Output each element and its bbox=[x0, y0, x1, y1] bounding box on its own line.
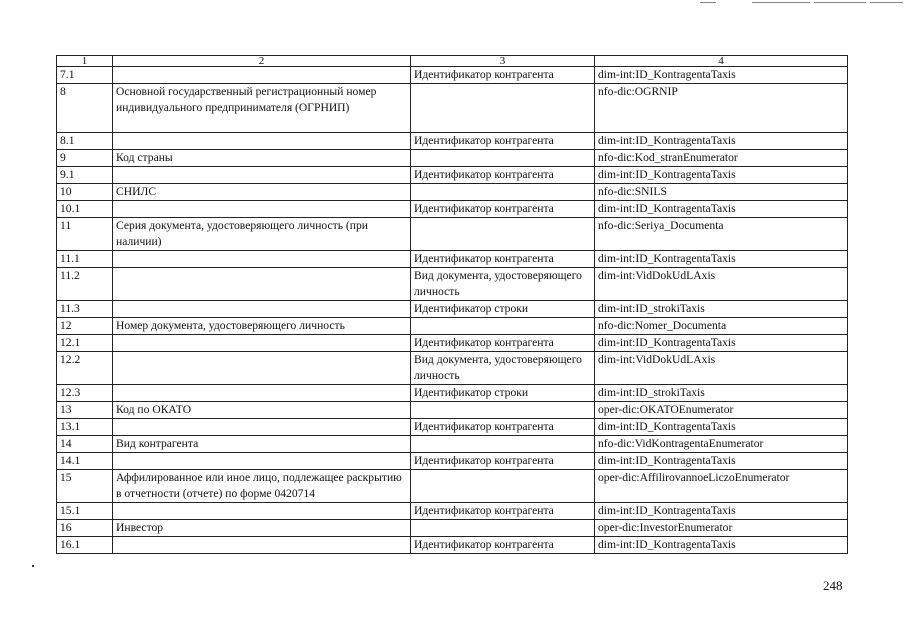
row-number: 15 bbox=[57, 470, 113, 503]
table-row bbox=[57, 167, 848, 184]
row-description: Идентификатор контрагента bbox=[411, 453, 595, 470]
table-row bbox=[57, 318, 848, 335]
row-number: 12.3 bbox=[57, 385, 113, 402]
row-code: nfo-dic:Nomer_Documenta bbox=[595, 318, 848, 335]
row-name bbox=[113, 503, 411, 520]
row-number: 15.1 bbox=[57, 503, 113, 520]
row-name bbox=[113, 201, 411, 218]
row-name bbox=[113, 251, 411, 268]
row-description: Идентификатор контрагента bbox=[411, 167, 595, 184]
row-code: dim-int:ID_KontragentaTaxis bbox=[595, 67, 848, 84]
row-code: dim-int:ID_KontragentaTaxis bbox=[595, 335, 848, 352]
row-name bbox=[113, 352, 411, 385]
header-col-1: 1 bbox=[57, 56, 113, 67]
row-name: Инвестор bbox=[113, 520, 411, 537]
row-number: 11.2 bbox=[57, 268, 113, 301]
row-code: oper-dic:AffilirovannoeLiczoEnumerator bbox=[595, 470, 848, 503]
scan-speck bbox=[32, 565, 34, 567]
row-name bbox=[113, 133, 411, 150]
table-row bbox=[57, 218, 848, 251]
row-code: dim-int:ID_KontragentaTaxis bbox=[595, 201, 848, 218]
table-row bbox=[57, 453, 848, 470]
row-number: 14 bbox=[57, 436, 113, 453]
row-description: Вид документа, удостоверяющего личность bbox=[411, 352, 595, 385]
row-description: Идентификатор строки bbox=[411, 385, 595, 402]
row-code: dim-int:ID_KontragentaTaxis bbox=[595, 251, 848, 268]
row-name bbox=[113, 67, 411, 84]
row-name: Вид контрагента bbox=[113, 436, 411, 453]
table-row bbox=[57, 251, 848, 268]
row-number: 7.1 bbox=[57, 67, 113, 84]
row-number: 10 bbox=[57, 184, 113, 201]
row-description bbox=[411, 436, 595, 453]
table-row bbox=[57, 84, 848, 133]
row-code: dim-int:VidDokUdLAxis bbox=[595, 268, 848, 301]
row-number: 8.1 bbox=[57, 133, 113, 150]
row-number: 13 bbox=[57, 402, 113, 419]
row-name bbox=[113, 167, 411, 184]
row-code: nfo-dic:Seriya_Documenta bbox=[595, 218, 848, 251]
row-number: 12.2 bbox=[57, 352, 113, 385]
row-name bbox=[113, 385, 411, 402]
row-code: dim-int:ID_KontragentaTaxis bbox=[595, 537, 848, 554]
table-row bbox=[57, 436, 848, 453]
row-description: Идентификатор контрагента bbox=[411, 537, 595, 554]
table-row bbox=[57, 201, 848, 218]
row-code: dim-int:ID_strokiTaxis bbox=[595, 385, 848, 402]
scan-artifact-line bbox=[752, 2, 810, 3]
row-description: Идентификатор контрагента bbox=[411, 335, 595, 352]
row-description: Идентификатор контрагента bbox=[411, 201, 595, 218]
row-number: 11.3 bbox=[57, 301, 113, 318]
table-row bbox=[57, 470, 848, 503]
row-description bbox=[411, 318, 595, 335]
table-row bbox=[57, 150, 848, 167]
scan-artifact-line bbox=[814, 2, 866, 3]
row-name bbox=[113, 268, 411, 301]
row-name: Код по ОКАТО bbox=[113, 402, 411, 419]
row-name: СНИЛС bbox=[113, 184, 411, 201]
row-description: Идентификатор контрагента bbox=[411, 419, 595, 436]
row-number: 16 bbox=[57, 520, 113, 537]
row-code: nfo-dic:Kod_stranEnumerator bbox=[595, 150, 848, 167]
row-description: Идентификатор контрагента bbox=[411, 133, 595, 150]
row-code: dim-int:ID_KontragentaTaxis bbox=[595, 167, 848, 184]
table-row bbox=[57, 385, 848, 402]
row-number: 11.1 bbox=[57, 251, 113, 268]
row-number: 12.1 bbox=[57, 335, 113, 352]
row-code: nfo-dic:VidKontragentaEnumerator bbox=[595, 436, 848, 453]
table-row bbox=[57, 301, 848, 318]
row-description bbox=[411, 402, 595, 419]
table-row bbox=[57, 335, 848, 352]
header-row bbox=[57, 56, 848, 67]
row-number: 8 bbox=[57, 84, 113, 133]
scan-artifact-line bbox=[870, 2, 903, 3]
row-number: 14.1 bbox=[57, 453, 113, 470]
row-description: Вид документа, удостоверяющего личность bbox=[411, 268, 595, 301]
table-row bbox=[57, 520, 848, 537]
row-description: Идентификатор контрагента bbox=[411, 503, 595, 520]
header-col-3: 3 bbox=[411, 56, 595, 67]
page-number: 248 bbox=[823, 578, 843, 593]
row-code: dim-int:ID_KontragentaTaxis bbox=[595, 503, 848, 520]
table-row bbox=[57, 352, 848, 385]
row-name bbox=[113, 419, 411, 436]
header-col-2: 2 bbox=[113, 56, 411, 67]
row-description bbox=[411, 84, 595, 133]
table-row bbox=[57, 184, 848, 201]
row-code: dim-int:ID_KontragentaTaxis bbox=[595, 453, 848, 470]
row-name: Основной государственный регистрационный номер индивидуального предпринимателя (ОГРНИП) bbox=[113, 84, 411, 133]
row-name: Серия документа, удостоверяющего личность (при наличии) bbox=[113, 218, 411, 251]
row-number: 9 bbox=[57, 150, 113, 167]
row-code: oper-dic:InvestorEnumerator bbox=[595, 520, 848, 537]
row-number: 10.1 bbox=[57, 201, 113, 218]
row-description: Идентификатор контрагента bbox=[411, 67, 595, 84]
row-number: 12 bbox=[57, 318, 113, 335]
row-name: Код страны bbox=[113, 150, 411, 167]
row-description bbox=[411, 520, 595, 537]
row-name: Аффилированное или иное лицо, подлежащее раскрытию в отчетности (отчете) по форме 0420714 bbox=[113, 470, 411, 503]
header-col-4: 4 bbox=[595, 56, 848, 67]
table-row bbox=[57, 419, 848, 436]
table-row bbox=[57, 537, 848, 554]
table-row bbox=[57, 268, 848, 301]
row-description bbox=[411, 184, 595, 201]
row-number: 13.1 bbox=[57, 419, 113, 436]
row-code: nfo-dic:OGRNIP bbox=[595, 84, 848, 133]
row-name bbox=[113, 537, 411, 554]
row-description: Идентификатор контрагента bbox=[411, 251, 595, 268]
row-number: 11 bbox=[57, 218, 113, 251]
row-code: dim-int:ID_KontragentaTaxis bbox=[595, 419, 848, 436]
row-description bbox=[411, 150, 595, 167]
row-code: nfo-dic:SNILS bbox=[595, 184, 848, 201]
row-description: Идентификатор строки bbox=[411, 301, 595, 318]
row-description bbox=[411, 470, 595, 503]
table-row bbox=[57, 503, 848, 520]
table-row bbox=[57, 67, 848, 84]
registry-table bbox=[56, 55, 848, 554]
row-number: 16.1 bbox=[57, 537, 113, 554]
row-code: dim-int:VidDokUdLAxis bbox=[595, 352, 848, 385]
row-code: dim-int:ID_strokiTaxis bbox=[595, 301, 848, 318]
table-row bbox=[57, 133, 848, 150]
row-name: Номер документа, удостоверяющего личность bbox=[113, 318, 411, 335]
row-code: dim-int:ID_KontragentaTaxis bbox=[595, 133, 848, 150]
row-name bbox=[113, 335, 411, 352]
row-name bbox=[113, 453, 411, 470]
row-code: oper-dic:OKATOEnumerator bbox=[595, 402, 848, 419]
table-row bbox=[57, 402, 848, 419]
row-name bbox=[113, 301, 411, 318]
row-number: 9.1 bbox=[57, 167, 113, 184]
row-description bbox=[411, 218, 595, 251]
scan-artifact-line bbox=[700, 2, 716, 3]
